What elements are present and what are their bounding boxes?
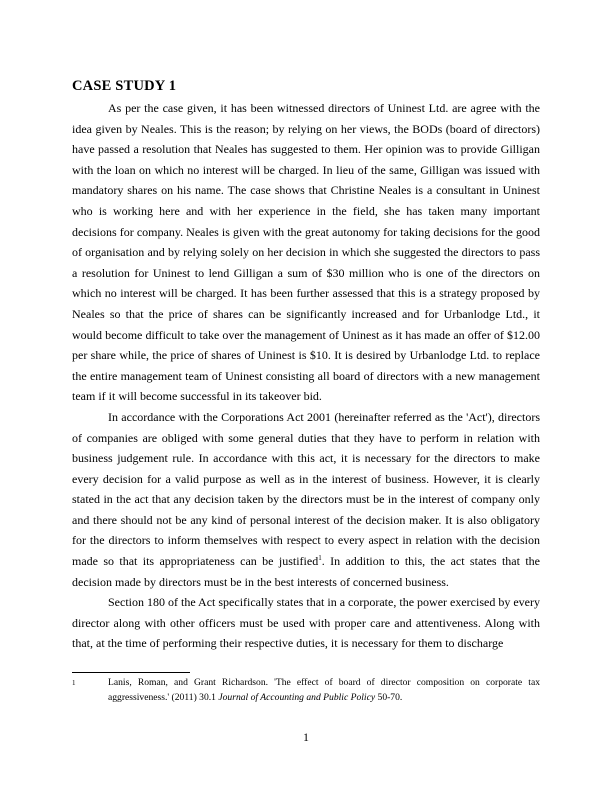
page-number: 1 <box>303 730 309 744</box>
paragraph-2-text-b: . In addition to this, the act states that the decision made by directors must be in the best interests of concerned business. <box>72 554 540 589</box>
paragraph-1: As per the case given, it has been witnessed directors of Uninest Ltd. are agree with the idea given by Neales. This is the reason; by relying on her views, the BODs (board of directors) have passed a resolution that Neales has suggested to them. Her opinion was to provide Gilligan with the loan on which no interest will be charged. In lieu of the same, Gilligan was issued with mandatory shares on his name. The case shows that Christine Neales is a consultant in Uninest who is working here and with her experience in the field, she has taken many important decisions for company. Neales is given with the great autonomy for taking decisions for the good of organisation and by relying solely on her decision in which she suggested the directors to pass a resolution for Uninest to lend Gilligan a sum of $30 million who is one of the directors on which no interest will be charged. It has been further assessed that this is a strategy proposed by Neales so that the price of shares can be significantly increased and for Urbanlodge Ltd., it would become difficult to take over the management of Uninest as it has made an offer of $12.00 per share while, the price of shares of Uninest is $10. It is desired by Urbanlodge Ltd. to replace the entire management team of Uninest consisting all board of directors with a new management team if it will become successful in its takeover bid. <box>72 101 540 404</box>
footnote-pages: 50-70. <box>375 691 403 703</box>
paragraph-2-text-a: In accordance with the Corporations Act 2001 (hereinafter referred as the 'Act'), directors of companies are obliged with some general duties that they have to perform in relation with business judgement rule. In accordance with this act, it is necessary for the directors to make every decision for a valid purpose as well as in the interest of business. However, it is clearly stated in the act that any decision taken by the directors must be in the interest of company only and there should not be any kind of personal interest of the decision maker. It is also obligatory for the directors to inform themselves with respect to every aspect in relation with the decision made so that its appropriateness can be justified <box>72 409 540 569</box>
footnote <box>72 676 540 705</box>
paragraph-3: Section 180 of the Act specifically states that in a corporate, the power exercised by every director along with other officers must be used with proper care and attentiveness. Along with that, at the time of performing their respective duties, it is necessary for them to discharge <box>72 595 540 651</box>
footnote-number: 1 <box>72 679 76 687</box>
footnote-separator <box>72 672 190 673</box>
paragraph-2 <box>72 407 540 592</box>
footnote-text <box>108 676 540 705</box>
footnote-journal: Journal of Accounting and Public Policy <box>218 691 376 703</box>
footnote-citation: Lanis, Roman, and Grant Richardson. 'The effect of board of director composition on corporate tax aggressiveness.' (2011) 30.1 <box>108 677 540 703</box>
body-text <box>72 98 540 654</box>
footnote-reference[interactable]: 1 <box>318 554 322 563</box>
page-heading: CASE STUDY 1 <box>72 78 177 94</box>
